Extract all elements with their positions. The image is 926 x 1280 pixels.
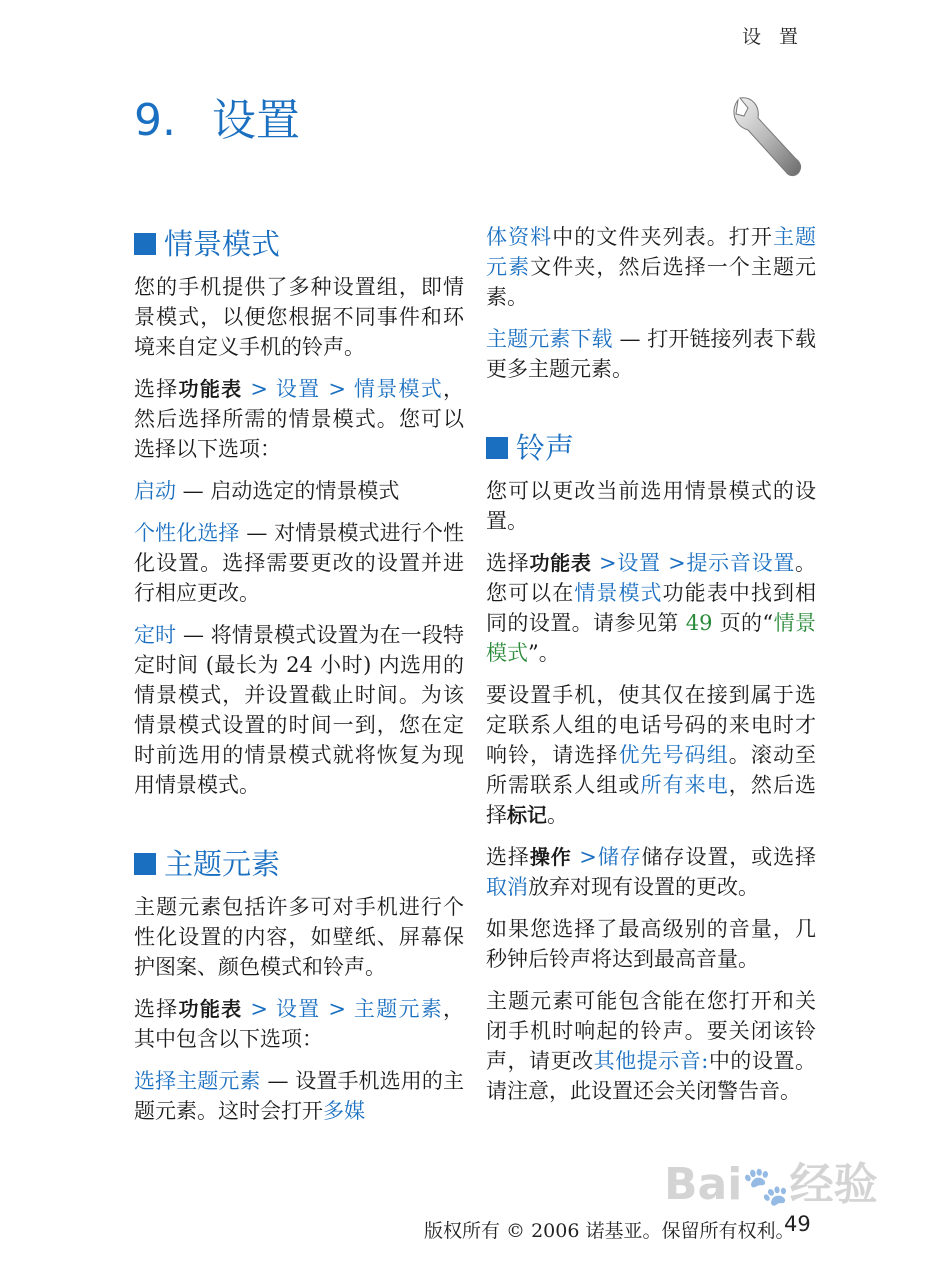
running-header: 设 置 bbox=[741, 26, 804, 48]
chapter-number: 9. bbox=[134, 95, 176, 146]
option-timed: 定时 — 将情景模式设置为在一段特定时间 (最长为 24 小时) 内选用的情景模式，并设置截止时间。为该情景模式设置的时间一到，您在定时前选用的情景模式就将恢复为现用情景模式。 bbox=[134, 623, 464, 797]
paragraph: 体资料中的文件夹列表。打开主题元素文件夹，然后选择一个主题元素。 bbox=[486, 225, 817, 309]
paragraph: 您可以更改当前选用情景模式的设置。 bbox=[486, 479, 816, 533]
page-number: 49 bbox=[784, 1212, 811, 1236]
chapter-title bbox=[134, 84, 300, 148]
paragraph: 如果您选择了最高级别的音量，几秒钟后铃声将达到最高音量。 bbox=[486, 917, 816, 971]
section-heading-tones: 铃声 bbox=[486, 426, 816, 470]
section-heading-themes: 主题元素 bbox=[134, 842, 464, 886]
paragraph: 选择操作 >储存储存设置，或选择取消放弃对现有设置的更改。 bbox=[486, 845, 817, 899]
chapter-title-text: 设置 bbox=[211, 95, 300, 146]
option-personalise: 个性化选择 — 对情景模式进行个性化设置。选择需要更改的设置并进行相应更改。 bbox=[134, 521, 464, 605]
option-theme-download: 主题元素下载 — 打开链接列表下载更多主题元素。 bbox=[486, 327, 816, 381]
wrench-icon bbox=[726, 92, 806, 182]
left-column bbox=[134, 222, 464, 1138]
paragraph: 主题元素包括许多可对手机进行个性化设置的内容，如壁纸、屏幕保护图案、颜色模式和铃声。 bbox=[134, 895, 464, 979]
paragraph: 您的手机提供了多种设置组，即情景模式，以便您根据不同事件和环境来自定义手机的铃声。 bbox=[134, 275, 464, 359]
footer-copyright: 版权所有 © 2006 诺基亚。保留所有权利。 bbox=[424, 1220, 795, 1242]
right-column bbox=[486, 222, 816, 1118]
paragraph: 选择功能表 > 设置 > 主题元素，其中包含以下选项： bbox=[134, 997, 465, 1051]
option-select-theme: 选择主题元素 — 设置手机选用的主题元素。这时会打开多媒 bbox=[134, 1069, 464, 1123]
baidu-watermark: Bai🐾经验 bbox=[664, 1159, 878, 1210]
paragraph: 选择功能表 > 设置 > 情景模式，然后选择所需的情景模式。您可以选择以下选项： bbox=[134, 377, 465, 461]
section-bullet bbox=[134, 233, 156, 255]
paragraph: 主题元素可能包含能在您打开和关闭手机时响起的铃声。要关闭该铃声，请更改其他提示音:中的设置。请注意，此设置还会关闭警告音。 bbox=[486, 989, 816, 1103]
option-activate: 启动 — 启动选定的情景模式 bbox=[134, 479, 400, 503]
section-bullet bbox=[486, 437, 508, 459]
section-bullet bbox=[134, 853, 156, 875]
section-heading-profiles: 情景模式 bbox=[134, 222, 464, 266]
paragraph: 选择功能表 >设置 >提示音设置。您可以在情景模式功能表中找到相同的设置。请参见第 49 页的“情景模式”。 bbox=[486, 551, 817, 665]
paragraph: 要设置手机，使其仅在接到属于选定联系人组的电话号码的来电时才响铃，请选择优先号码组。滚动至所需联系人组或所有来电，然后选择标记。 bbox=[486, 683, 817, 827]
